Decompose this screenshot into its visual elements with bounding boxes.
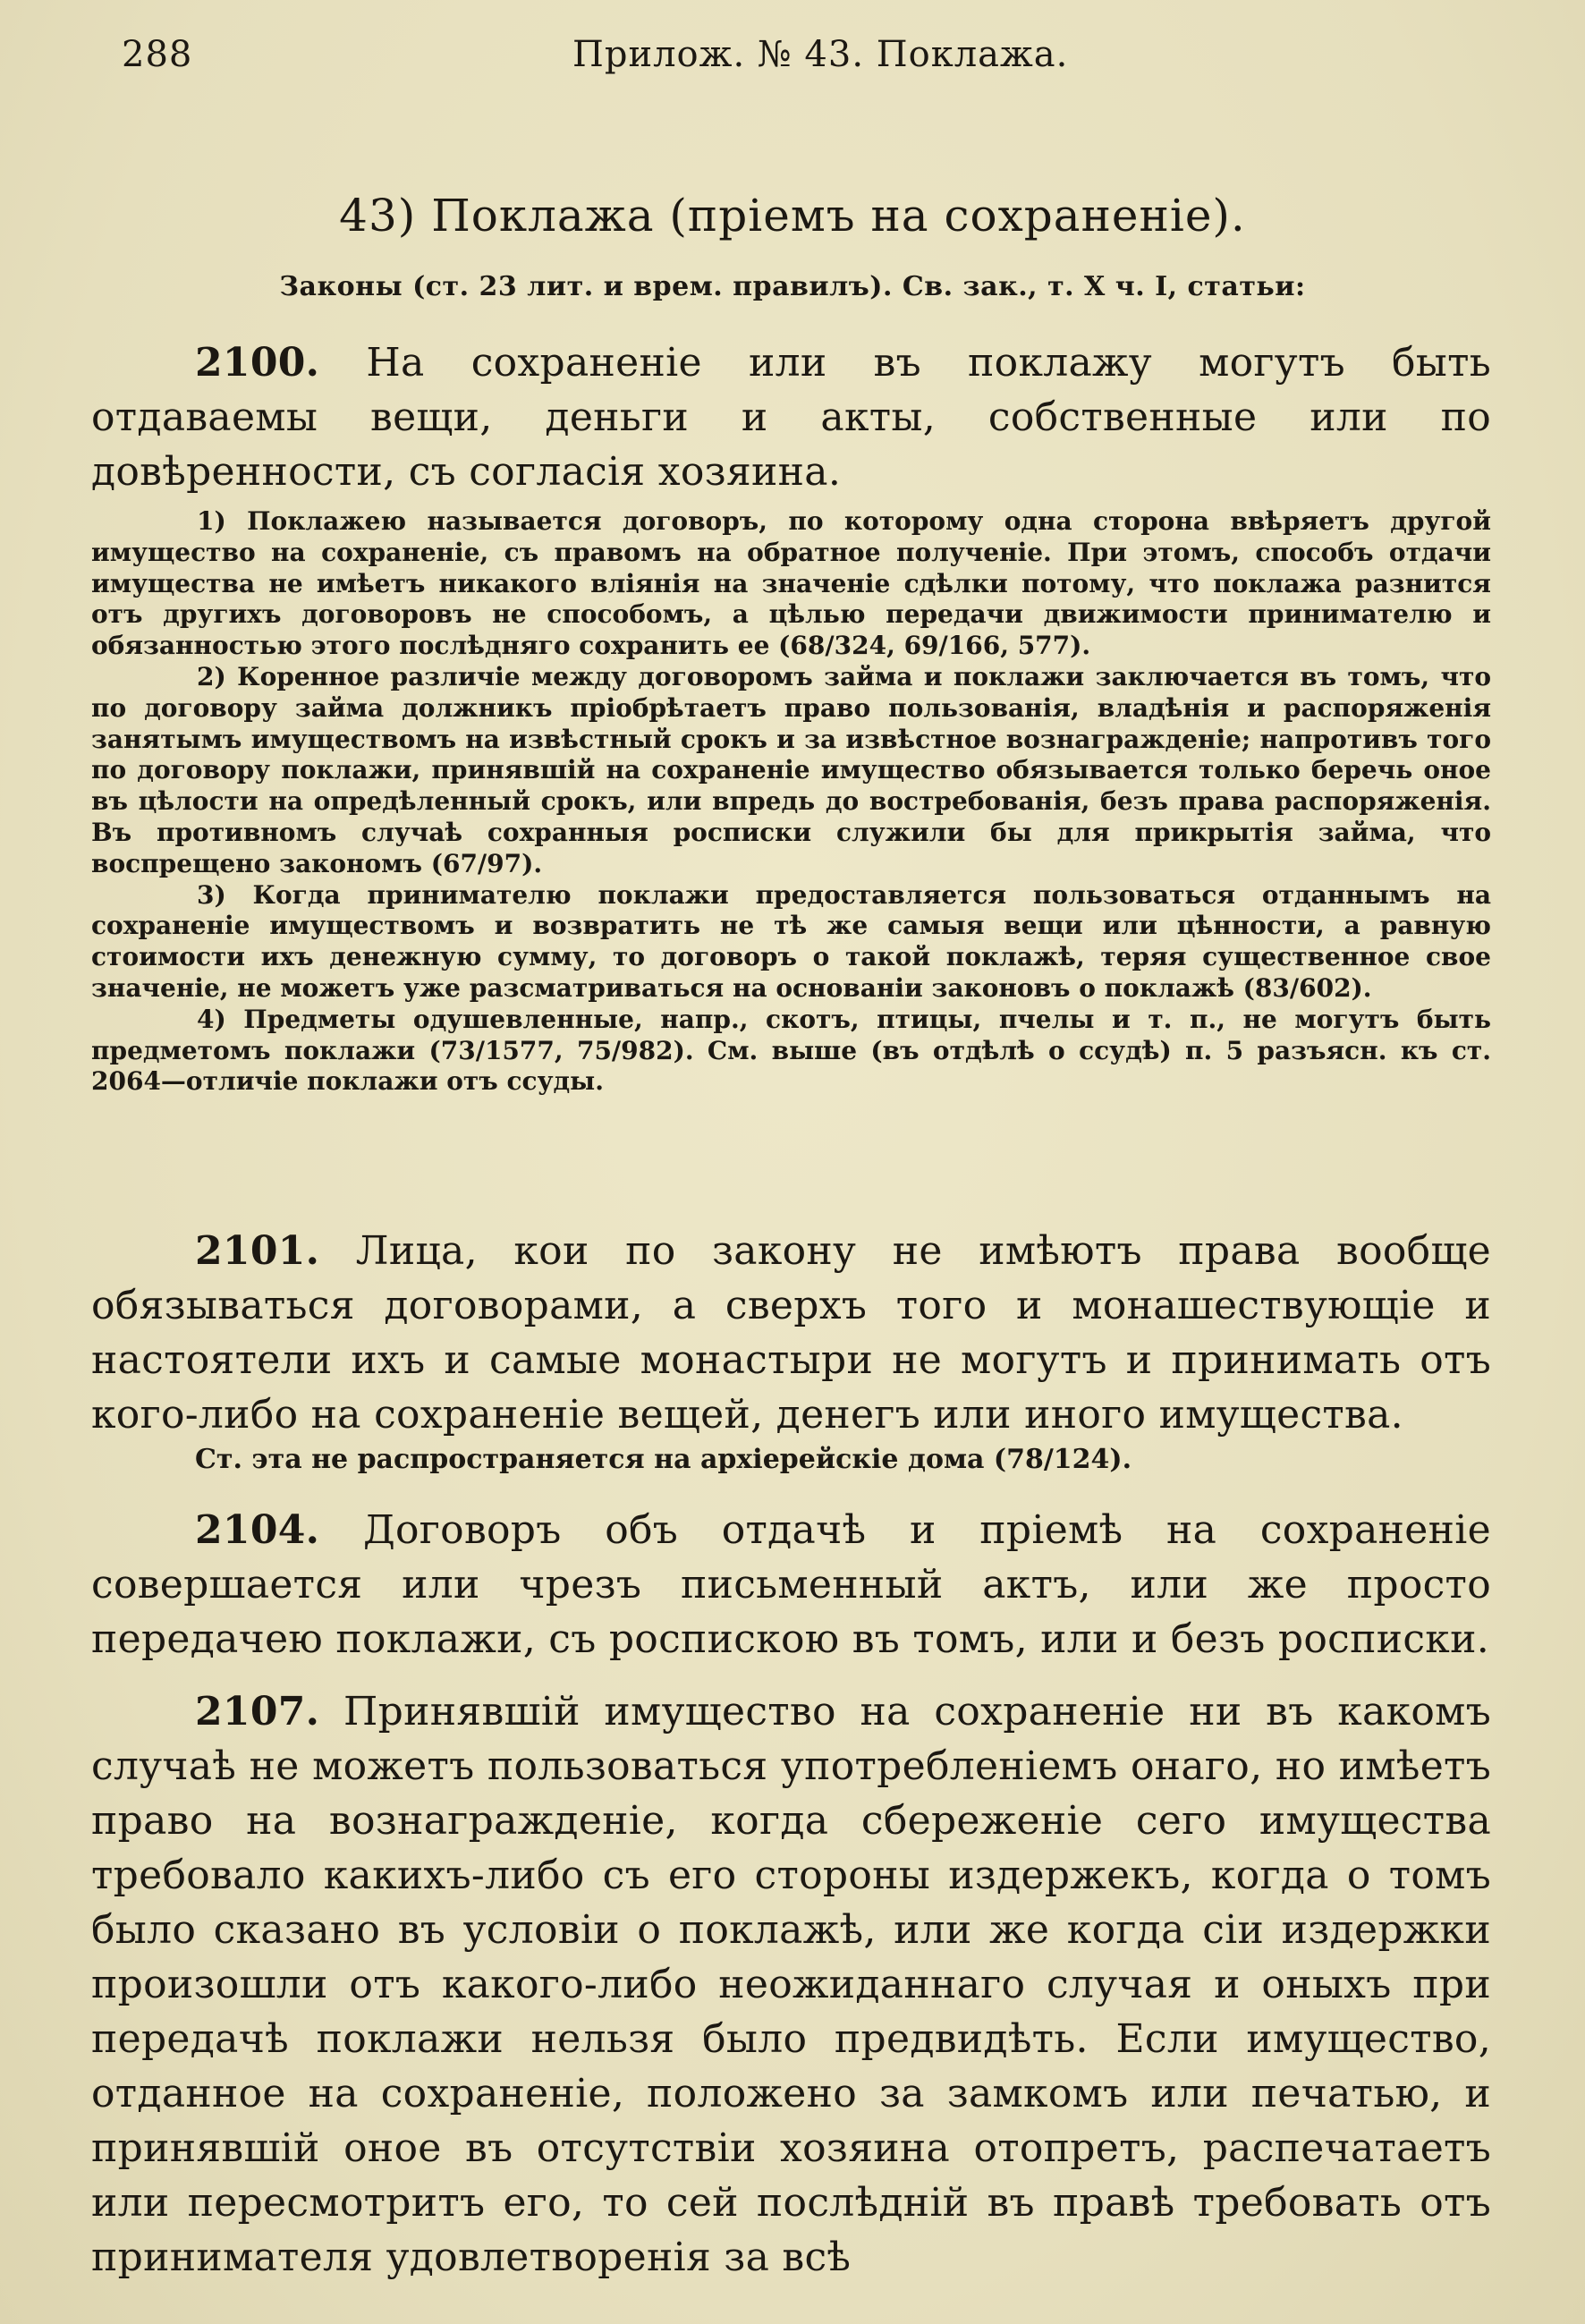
article-text: [91, 1503, 1491, 1667]
article-number: 2100.: [195, 340, 320, 386]
article-body: Лица, кои по закону не имѣютъ права вообще обязываться договорами, а сверхъ того и монашествующіе и настоятели ихъ и самые монастыри не могутъ и принимать отъ кого-либо на сохраненіе вещей, денегъ или иного имущества.: [91, 1228, 1491, 1438]
note-text: 2) Коренное различіе между договоромъ займа и поклажи заключается въ томъ, что по договору займа должникъ пріобрѣтаетъ право пользованія, владѣнія и распоряженія занятымъ имуществомъ на извѣстный срокъ и за извѣстное вознагражденіе; напротивъ того по договору поклажи, принявшій на сохраненіе имущество обязывается только беречь оное въ цѣлости на опредѣленный срокъ, или впредь до востребованія, безъ права распоряженія. Въ противномъ случаѣ сохранныя росписки служили бы для прикрытія займа, что воспрещено закономъ (67/97).: [91, 661, 1491, 878]
article-body: Принявшій имущество на сохраненіе ни въ какомъ случаѣ не можетъ пользоваться употребленіемъ онаго, но имѣетъ право на вознагражденіе, когда сбереженіе сего имущества требовало какихъ-либо съ его стороны издержекъ, когда о томъ было сказано въ условіи о поклажѣ, или же когда сіи издержки произошли отъ какого-либо неожиданнаго случая и оныхъ при передачѣ поклажи нельзя было предвидѣть. Если имущество, отданное на сохраненіе, положено за замкомъ или печатью, и принявшій оное въ отсутствіи хозяина отопретъ, распечатаетъ или пересмотритъ его, то сей послѣдній въ правѣ требовать отъ принимателя удовлетворенія за всѣ: [91, 1689, 1491, 2280]
section-title: 43) Поклажа (пріемъ на сохраненіе).: [339, 190, 1246, 242]
note: [91, 880, 1491, 1005]
article-text: [91, 335, 1491, 499]
article-2101: [91, 1224, 1491, 1478]
article-text: [91, 1684, 1491, 2285]
article-number: 2107.: [195, 1689, 320, 1735]
article-number: 2104.: [195, 1507, 320, 1553]
article-body: Договоръ объ отдачѣ и пріемѣ на сохраненіе совершается или чрезъ письменный актъ, или же просто передачею поклажи, съ роспискою въ томъ, или и безъ росписки.: [91, 1507, 1491, 1662]
note-text: 4) Предметы одушевленные, напр., скотъ, птицы, пчелы и т. п., не могутъ быть предметомъ поклажи (73/1577, 75/982). См. выше (въ отдѣлѣ о ссудѣ) п. 5 разъясн. къ ст. 2064—отличіе поклажи отъ ссуды.: [91, 1004, 1491, 1097]
note-text: 3) Когда принимателю поклажи предоставляется пользоваться отданнымъ на сохраненіе имуществомъ и возвратить не тѣ же самыя вещи или цѣнности, а равную стоимости ихъ денежную сумму, то договоръ о такой поклажѣ, теряя существенное свое значеніе, не можетъ уже разсматриваться на основаніи законовъ о поклажѣ (83/602).: [91, 879, 1491, 1003]
running-title: Прилож. № 43. Поклажа.: [572, 34, 1069, 75]
article-text: [91, 1224, 1491, 1442]
article-number: 2101.: [195, 1228, 320, 1274]
note: Ст. эта не распространяется на архіерейскіе дома (78/124).: [195, 1444, 1132, 1475]
article-2104: [91, 1503, 1491, 1667]
note: [91, 662, 1491, 880]
article-2107: [91, 1684, 1491, 2285]
note: [91, 1005, 1491, 1098]
note-text: 1) Поклажею называется договоръ, по которому одна сторона ввѣряетъ другой имущество на сохраненіе, съ правомъ на обратное полученіе. При этомъ, способъ отдачи имущества не имѣетъ никакого вліянія на значеніе сдѣлки потому, что поклажа разнится отъ другихъ договоровъ не способомъ, а цѣлью передачи движимости принимателю и обязанностью этого послѣдняго сохранить ее (68/324, 69/166, 577).: [91, 506, 1491, 661]
article-2100: [91, 335, 1491, 1098]
page-number: 288: [122, 34, 193, 75]
article-body: На сохраненіе или въ поклажу могутъ быть отдаваемы вещи, деньги и акты, собственные или по довѣренности, съ согласія хозяина.: [91, 340, 1491, 495]
running-head: [122, 34, 1513, 88]
note: [91, 506, 1491, 662]
source-line: Законы (ст. 23 лит. и врем. правилъ). Св. зак., т. X ч. I, статьи:: [279, 271, 1306, 302]
